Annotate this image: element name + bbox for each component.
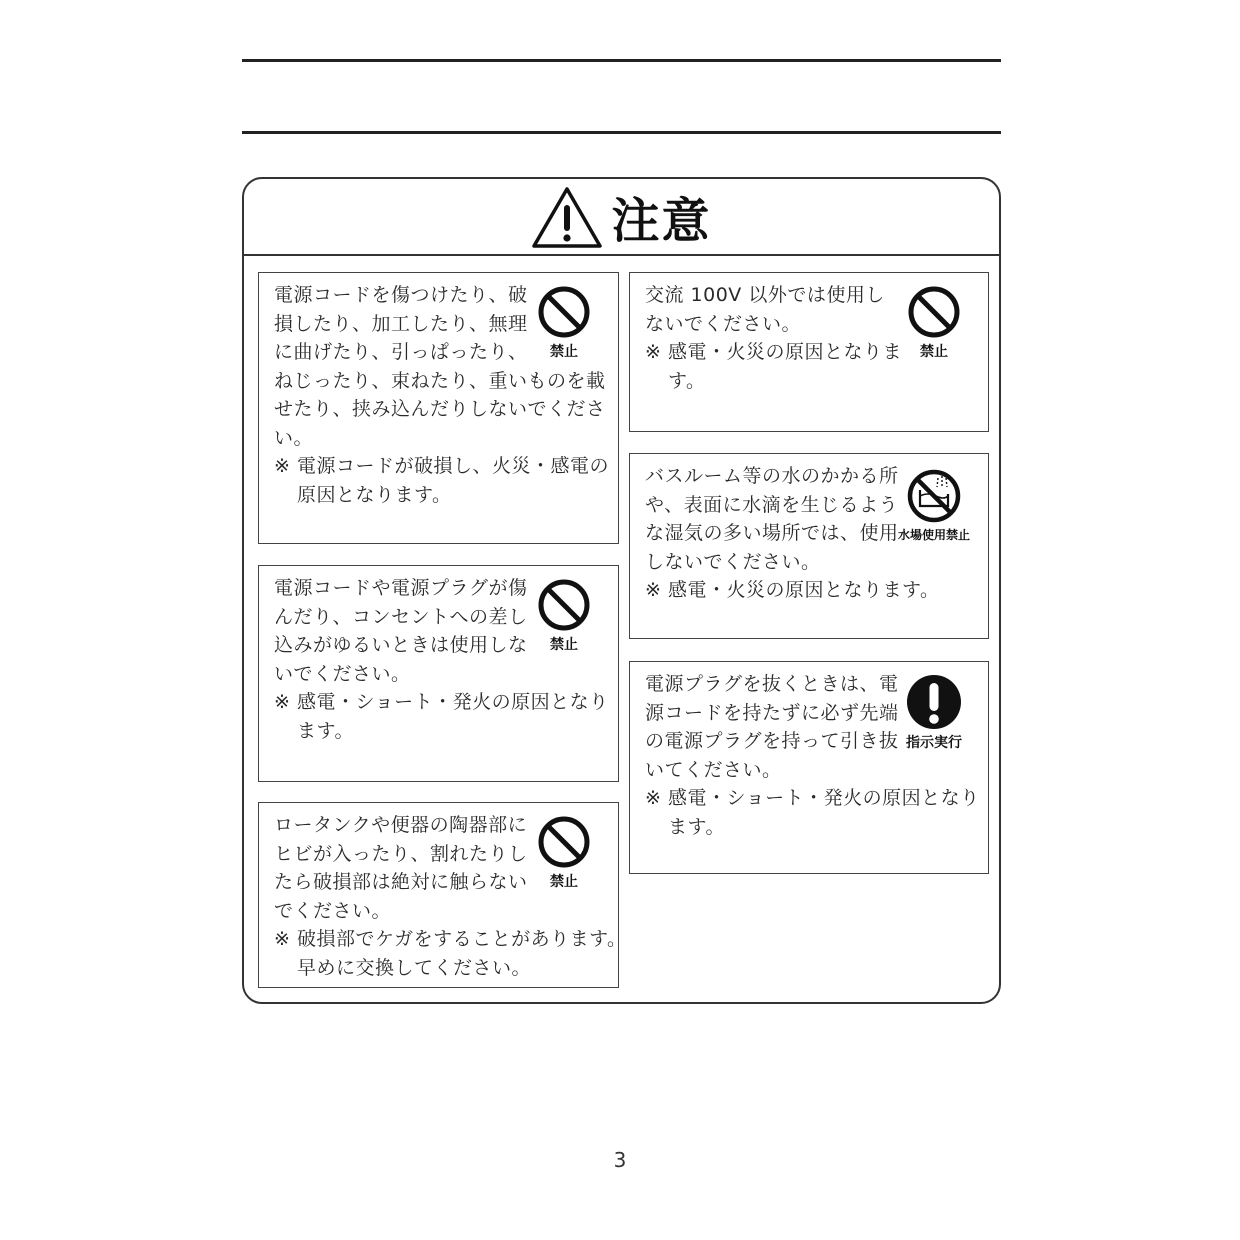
text-line: ロータンクや便器の陶器部に <box>274 814 528 836</box>
text-line: に曲げたり、引っぱったり、 <box>274 341 528 363</box>
text-line: 交流 100V 以外では使用し <box>645 284 885 306</box>
note-line: ※ 破損部でケガをすることがあります。 <box>274 928 627 950</box>
no-water-use-icon <box>906 468 962 524</box>
text-line: ヒビが入ったり、割れたりし <box>274 842 528 865</box>
prohibition-symbol <box>537 578 591 654</box>
text-line: ないでください。 <box>645 312 802 335</box>
text-line: しないでください。 <box>645 550 821 573</box>
caution-item-wet-location <box>629 453 989 639</box>
symbol-label: 禁止 <box>920 344 948 360</box>
text-line: でください。 <box>274 899 392 922</box>
note-line: ※ 感電・ショート・発火の原因となり <box>274 691 609 713</box>
prohibition-icon <box>537 578 591 632</box>
text-line: 源コードを持たずに必ず先端 <box>645 701 899 724</box>
text-line: せたり、挟み込んだりしないでくださ <box>274 398 606 420</box>
prohibition-symbol <box>537 815 591 891</box>
caution-item-cord-damage <box>258 272 619 544</box>
item-text <box>645 462 939 605</box>
note-line: ※ 電源コードが破損し、火災・感電の <box>274 455 609 477</box>
no-water-use-symbol <box>898 468 970 543</box>
prohibition-icon <box>907 285 961 339</box>
prohibition-symbol <box>907 285 961 361</box>
text-line: いでください。 <box>274 662 411 685</box>
note-line: 早めに交換してください。 <box>297 956 532 979</box>
text-line: の電源プラグを持って引き抜 <box>645 730 899 752</box>
caution-header <box>244 179 999 256</box>
text-line: い。 <box>274 426 314 449</box>
symbol-label: 水場使用禁止 <box>898 528 971 542</box>
prohibition-icon <box>537 815 591 869</box>
text-line: 電源コードを傷つけたり、破 <box>274 284 528 306</box>
prohibition-icon <box>537 285 591 339</box>
text-line: 電源コードや電源プラグが傷 <box>274 577 528 599</box>
warning-triangle-icon <box>531 185 603 249</box>
note-line: ※ 感電・火災の原因となりま <box>645 341 902 363</box>
note-line: ※ 感電・ショート・発火の原因となり <box>645 787 980 809</box>
text-line: ねじったり、束ねたり、重いものを載 <box>274 369 606 392</box>
text-line: いてください。 <box>645 758 782 781</box>
header-bar <box>242 59 1001 134</box>
caution-item-ceramic-crack <box>258 802 627 988</box>
text-line: 電源プラグを抜くときは、電 <box>645 673 899 695</box>
symbol-label: 禁止 <box>550 637 578 653</box>
mandatory-action-symbol <box>906 674 962 752</box>
note-line: ます。 <box>668 815 725 838</box>
symbol-label: 指示実行 <box>906 735 962 751</box>
caution-title: 注意 <box>611 193 712 249</box>
item-text <box>645 281 902 395</box>
note-line: す。 <box>668 369 706 392</box>
caution-item-voltage <box>629 272 989 432</box>
page-number: 3 <box>613 1148 627 1172</box>
note-line: 原因となります。 <box>297 483 452 506</box>
caution-item-unplug <box>629 661 989 874</box>
text-line: 込みがゆるいときは使用しな <box>274 634 528 656</box>
note-line: ※ 感電・火災の原因となります。 <box>645 579 940 601</box>
note-line: ます。 <box>297 719 354 742</box>
text-line: んだり、コンセントへの差し <box>274 605 528 628</box>
text-line: バスルーム等の水のかかる所 <box>645 465 899 487</box>
mandatory-action-icon <box>906 674 962 730</box>
text-line: や、表面に水滴を生じるよう <box>645 493 899 516</box>
symbol-label: 禁止 <box>550 874 578 890</box>
symbol-label: 禁止 <box>550 344 578 360</box>
caution-item-plug-damage <box>258 565 619 782</box>
text-line: な湿気の多い場所では、使用 <box>645 522 899 544</box>
text-line: たら破損部は絶対に触らない <box>274 871 528 893</box>
prohibition-symbol <box>537 285 591 361</box>
text-line: 損したり、加工したり、無理 <box>274 312 528 335</box>
